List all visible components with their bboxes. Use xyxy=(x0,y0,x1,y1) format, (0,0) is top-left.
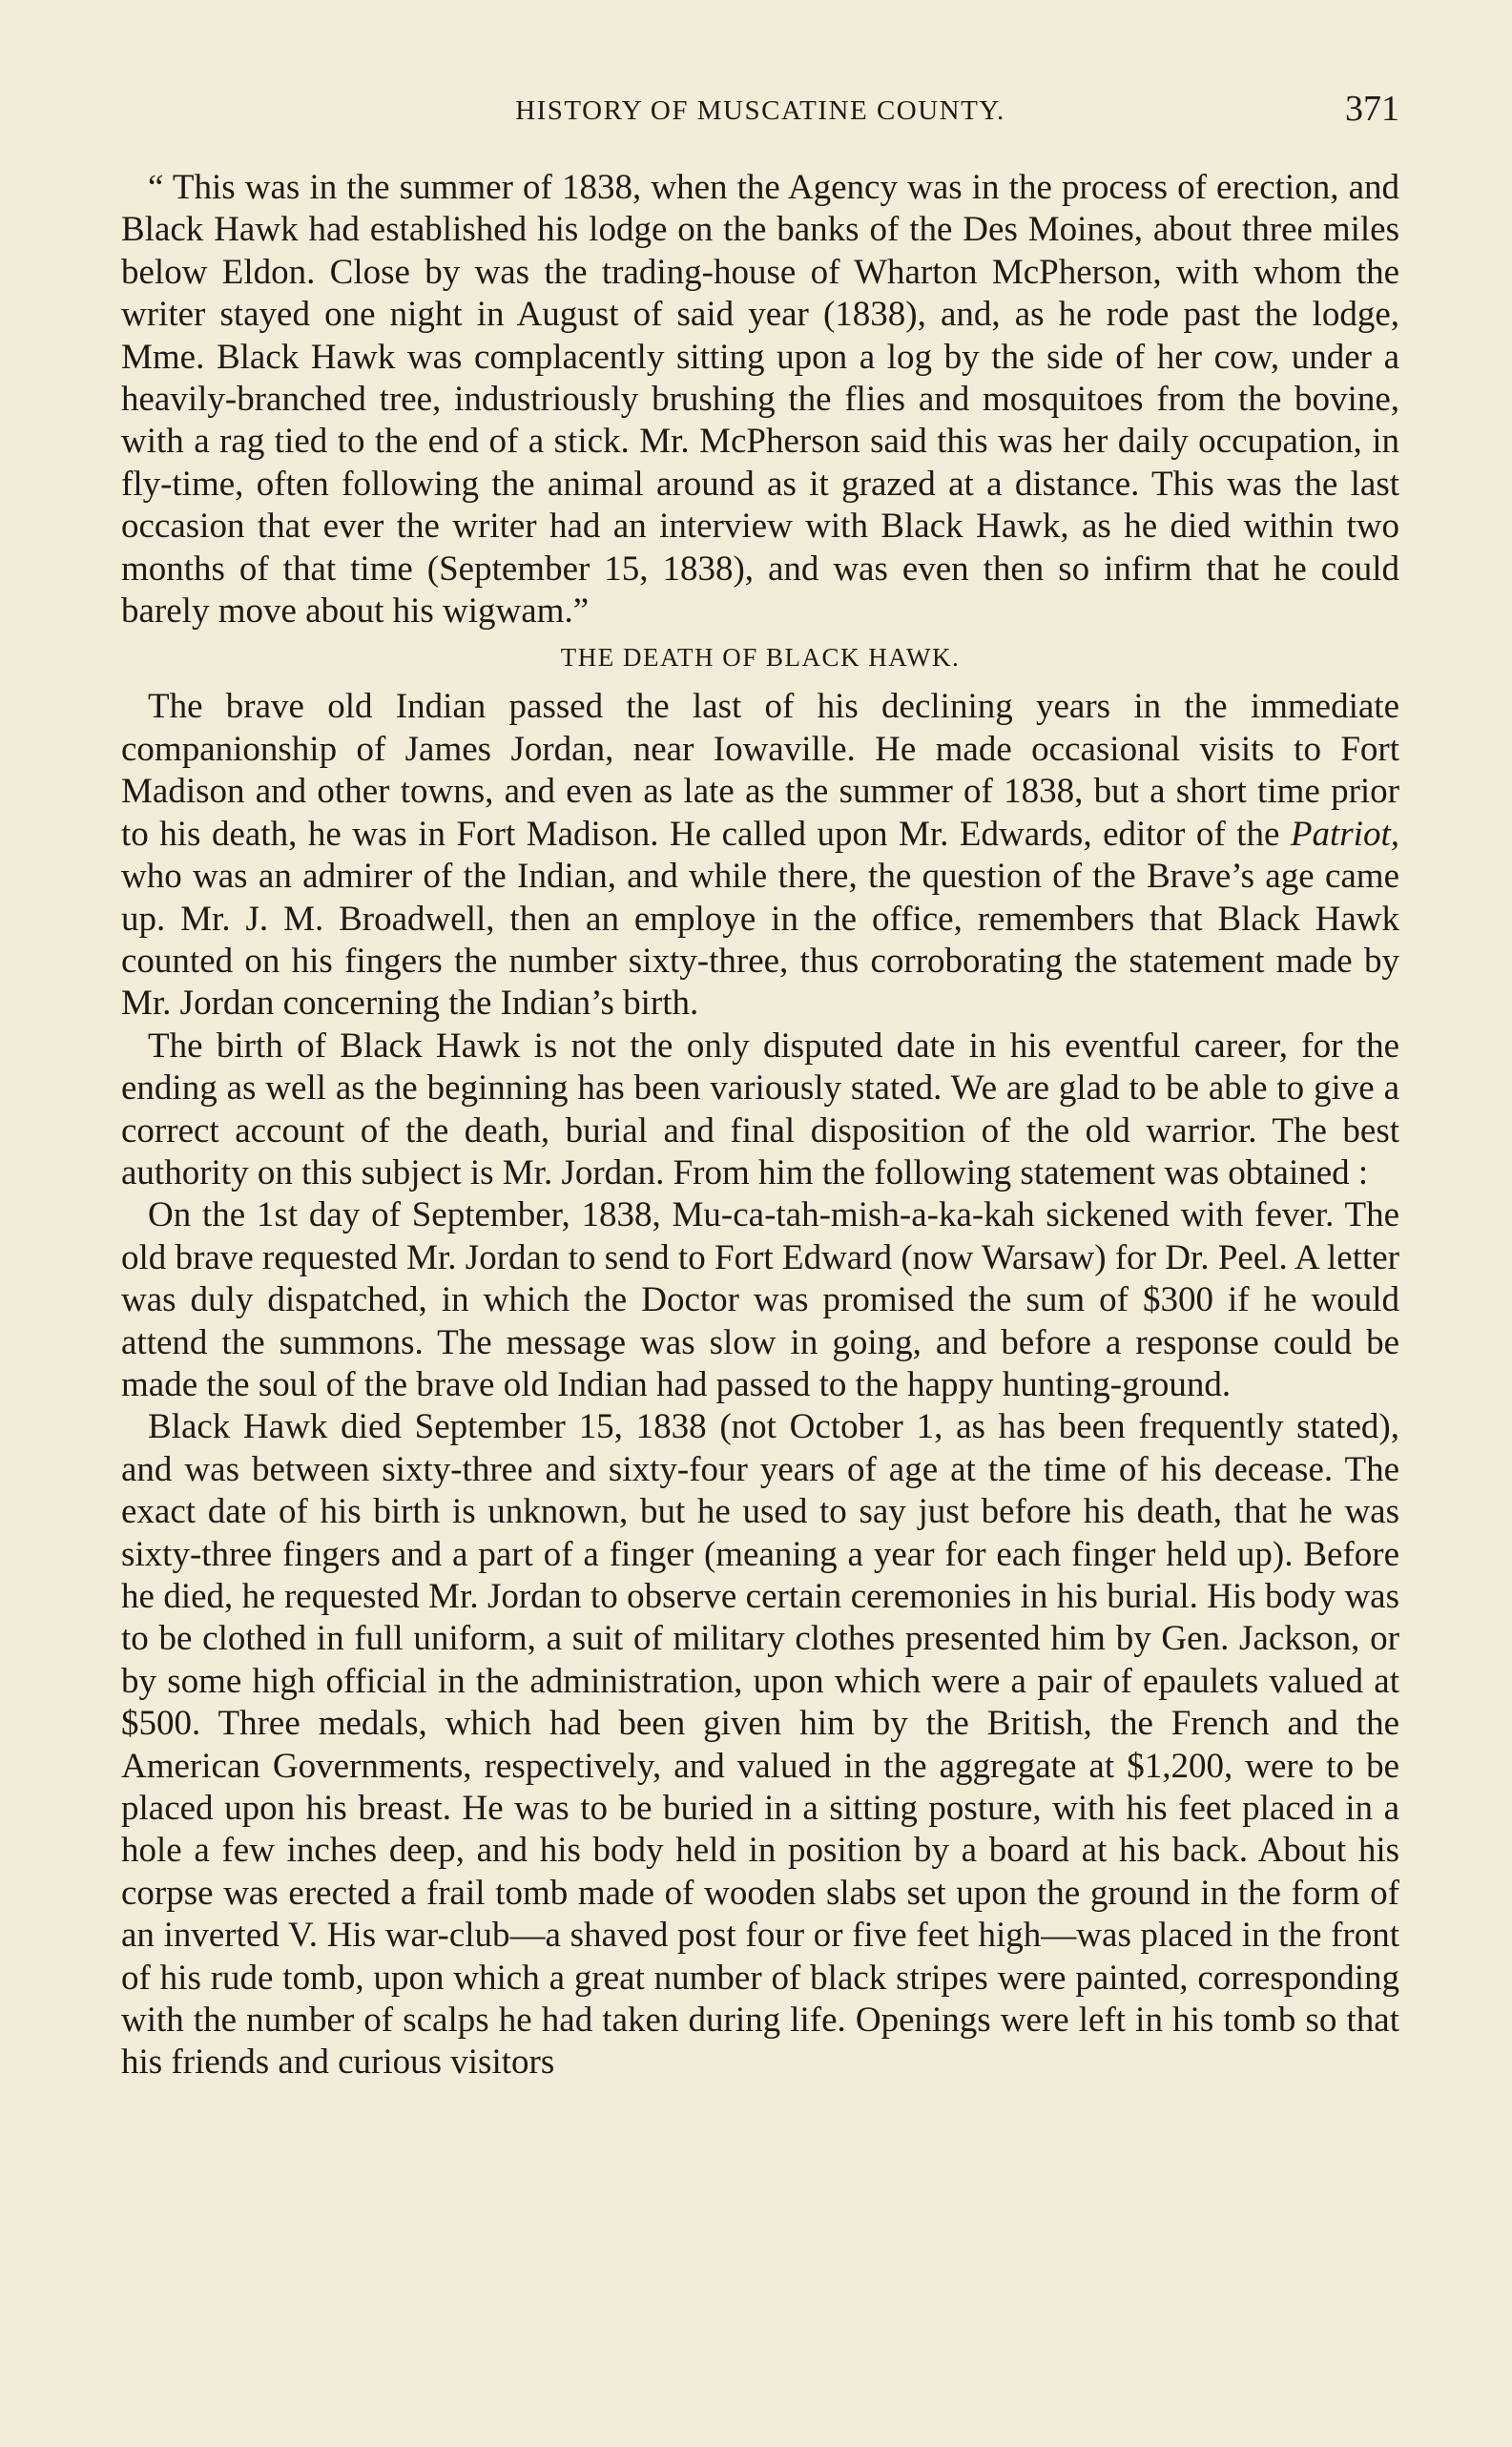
section-heading: THE DEATH OF BLACK HAWK. xyxy=(560,643,961,673)
newspaper-title: Patriot, xyxy=(1290,814,1399,854)
paragraph-1 xyxy=(121,686,1399,1025)
paragraph-2: The birth of Black Hawk is not the only disputed date in his eventful career, for the ending as well as the beginning has been variously stated. We are glad to be able to give a correct account of the death, burial and final disposition of the old warrior. The best authority on this subject is Mr. Jordan. From him the following statement was obtained : xyxy=(121,1026,1399,1192)
paragraph-4: Black Hawk died September 15, 1838 (not October 1, as has been frequently stated), and was between sixty-three and sixty-four years of age at the time of his decease. The exact date of his birth is unknown, but he used to say just before his death, that he was sixty-three fingers and a part of a finger (meaning a year for each finger held up). Before he died, he requested Mr. Jordan to observe certain ceremonies in his burial. His body was to be clothed in full uniform, a suit of military clothes presented him by Gen. Jackson, or by some high official in the administration, upon which were a pair of epaulets valued at $500. Three medals, which had been given him by the British, the French and the American Governments, respectively, and valued in the aggregate at $1,200, were to be placed upon his breast. He was to be buried in a sitting posture, with his feet placed in a hole a few inches deep, and his body held in position by a board at his back. About his corpse was erected a frail tomb made of wooden slabs set upon the ground in the form of an inverted V. His war-club—a shaved post four or five feet high—was placed in the front of his rude tomb, upon which a great number of black stripes were painted, corresponding with the number of scalps he had taken during life. Openings were left in his tomb so that his friends and curious visitors xyxy=(121,1407,1399,2083)
running-head xyxy=(121,88,1399,135)
page-number: 371 xyxy=(1345,89,1399,129)
paragraph-1-part-a: The brave old Indian passed the last of his declining years in the immediate companionship of James Jordan, near Iowaville. He made occasional visits to Fort Madison and other towns, and even as late as the summer of 1838, but a short time prior to his death, he was in Fort Madison. He called upon Mr. Edwards, editor of the xyxy=(121,687,1399,854)
body-text xyxy=(121,167,1399,2084)
quote-paragraph: “ This was in the summer of 1838, when the Agency was in the process of erection, and Black Hawk had established his lodge on the banks of the Des Moines, about three miles below Eldon. Close by was the trading-house of Wharton McPherson, with whom the writer stayed one night in August of said year (1838), and, as he rode past the lodge, Mme. Black Hawk was complacently sitting upon a log by the side of her cow, under a heavily-branched tree, industriously brushing the flies and mosquitoes from the bovine, with a rag tied to the end of a stick. Mr. McPherson said this was her daily occupation, in fly-time, often following the animal around as it grazed at a distance. This was the last occasion that ever the writer had an interview with Black Hawk, as he died within two months of that time (September 15, 1838), and was even then so infirm that he could barely move about his wigwam.” xyxy=(121,168,1399,632)
paragraph-3: On the 1st day of September, 1838, Mu-ca-tah-mish-a-ka-kah sickened with fever. The old brave requested Mr. Jordan to send to Fort Edward (now Warsaw) for Dr. Peel. A letter was duly dispatched, in which the Doctor was promised the sum of $300 if he would attend the summons. The message was slow in going, and before a response could be made the soul of the brave old Indian had passed to the happy hunting-ground. xyxy=(121,1195,1399,1404)
paragraph-1-part-b: who was an admirer of the Indian, and while there, the question of the Brave’s age came up. Mr. J. M. Broadwell, then an employe in the office, remembers that Black Hawk counted on his fingers the number sixty-three, thus corroborating the statement made by Mr. Jordan concerning the Indian’s birth. xyxy=(121,857,1399,1024)
running-title: HISTORY OF MUSCATINE COUNTY. xyxy=(515,95,1005,126)
